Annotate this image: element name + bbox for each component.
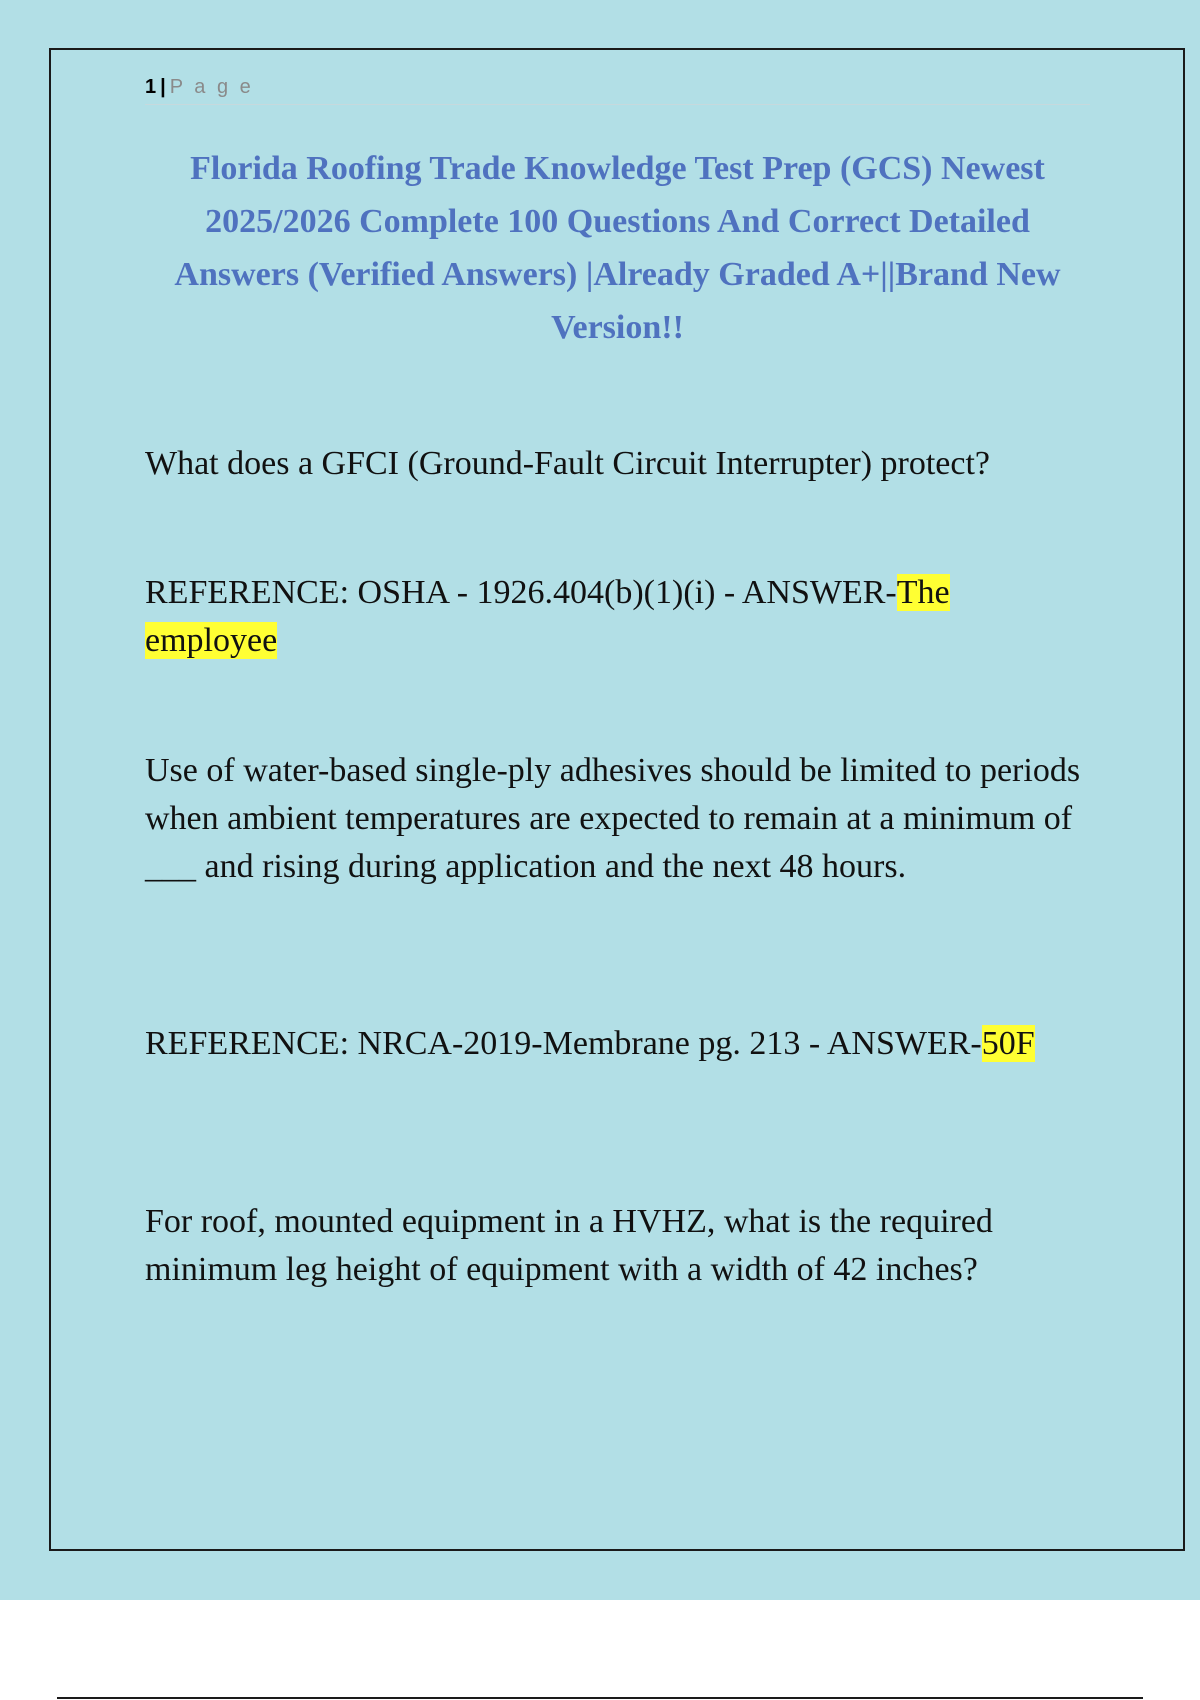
footer-rule (57, 1697, 1143, 1699)
question-1: What does a GFCI (Ground-Fault Circuit Interrupter) protect? (145, 445, 991, 482)
question-3: For roof, mounted equipment in a HVHZ, what is the required minimum leg height of equipment with a width of 42 inches? (145, 1203, 993, 1288)
document-title: Florida Roofing Trade Knowledge Test Prep (GCS) Newest 2025/2026 Complete 100 Questions And Correct Detailed Answers (Verified Answers) |Already Graded A+||Brand New Version!! (174, 150, 1061, 346)
reference-2-text: REFERENCE: NRCA-2019-Membrane pg. 213 - ANSWER- (145, 1025, 982, 1062)
question-2: Use of water-based single-ply adhesives should be limited to periods when ambient temperatures are expected to remain at a minimum of ___ and rising during application and the next 48 hours. (145, 752, 1081, 885)
reference-1-text: REFERENCE: OSHA - 1926.404(b)(1)(i) - ANSWER- (145, 574, 897, 611)
answer-2-highlight: 50F (981, 1025, 1035, 1062)
page-separator: | (160, 76, 166, 98)
page-label: P a g e (169, 76, 254, 98)
page-header (145, 74, 1090, 105)
reference-2 (145, 1020, 1090, 1068)
page-number: 1 (145, 76, 157, 98)
reference-1 (145, 569, 1090, 665)
answer-1-highlight: The employee (145, 574, 950, 659)
